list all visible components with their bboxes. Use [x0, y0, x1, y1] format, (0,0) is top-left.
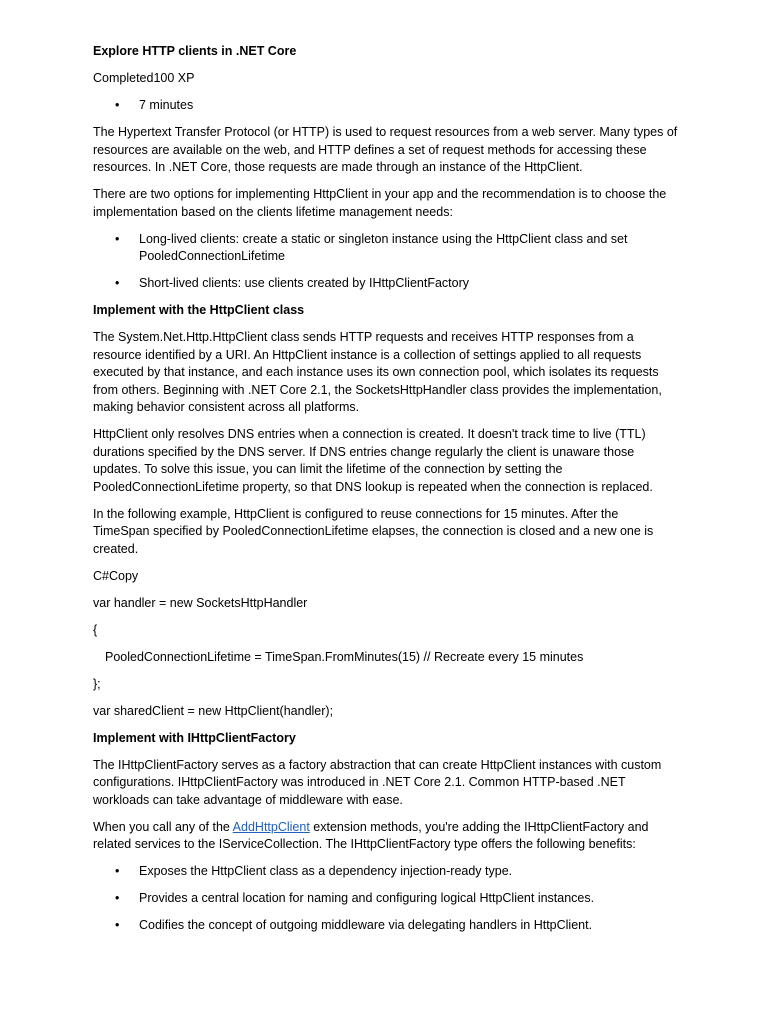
httpclient-paragraph-2: HttpClient only resolves DNS entries when a connection is created. It doesn't track time to live (TTL) durations specified by the DNS server. If DNS entries change regularly the client is unaware those updates. To solve this issue, you can limit the lifetime of the connection by setting the PooledConnectionLifetime property, so that DNS lookup is repeated when the connection is replaced.	[93, 427, 653, 494]
benefit-item: • Provides a central location for naming and configuring logical HttpClient instances.	[93, 890, 678, 908]
duration-item: • 7 minutes	[93, 97, 678, 115]
httpclient-paragraph-1: The System.Net.Http.HttpClient class sends HTTP requests and receives HTTP responses from a resource identified by a URI. An HttpClient instance is a collection of settings applied to all requests executed by that instance, and each instance uses its own connection pool, which isolates its requests from others. Beginning with .NET Core 2.1, the SocketsHttpHandler class provides the implementation, making behavior consistent across all platforms.	[93, 330, 662, 414]
factory-paragraph-2-lead: When you call any of the	[93, 819, 233, 834]
httpclient-paragraph-3: In the following example, HttpClient is configured to reuse connections for 15 minutes. After the TimeSpan specified by PooledConnectionLifetime elapses, the connection is closed and a new one is created.	[93, 506, 654, 556]
benefits-list	[93, 863, 678, 935]
section-heading-httpclient: Implement with the HttpClient class	[93, 303, 305, 317]
factory-paragraph-2	[93, 819, 678, 854]
code-line-2: {	[93, 622, 98, 637]
intro-paragraph-2: There are two options for implementing HttpClient in your app and the recommendation is to choose the implementation based on the clients lifetime management needs:	[93, 187, 667, 219]
completion-status: Completed100 XP	[93, 71, 195, 85]
options-list	[93, 231, 678, 293]
code-line-4: };	[93, 676, 101, 691]
code-line-1: var handler = new SocketsHttpHandler	[93, 595, 308, 610]
code-line-5: var sharedClient = new HttpClient(handler);	[93, 703, 334, 718]
meta-list	[93, 97, 678, 115]
option-item-long-lived: • Long-lived clients: create a static or singleton instance using the HttpClient class and set PooledConnectionLifetime	[93, 231, 678, 266]
section-heading-factory: Implement with IHttpClientFactory	[93, 730, 296, 745]
addhttpclient-link[interactable]: AddHttpClient	[232, 819, 310, 834]
intro-paragraph-1: The Hypertext Transfer Protocol (or HTTP) is used to request resources from a web server. Many types of resources are available on the web, and HTTP defines a set of request methods for accessing these resources. In .NET Core, those requests are made through an instance of the HttpClient.	[93, 125, 678, 174]
factory-paragraph-2-tail: extension methods, you're adding the IHttpClientFactory and related services to the IServiceCollection. The IHttpClientFactory type offers the following benefits:	[93, 819, 649, 851]
benefit-item: • Exposes the HttpClient class as a dependency injection-ready type.	[93, 863, 678, 881]
benefit-item: • Codifies the concept of outgoing middleware via delegating handlers in HttpClient.	[93, 917, 678, 935]
code-language-label[interactable]: C#Copy	[93, 568, 139, 583]
page-title: Explore HTTP clients in .NET Core	[93, 44, 297, 58]
code-line-3: PooledConnectionLifetime = TimeSpan.FromMinutes(15) // Recreate every 15 minutes	[105, 649, 584, 664]
option-item-short-lived: • Short-lived clients: use clients created by IHttpClientFactory	[93, 275, 678, 293]
factory-paragraph-1: The IHttpClientFactory serves as a factory abstraction that can create HttpClient instances with custom configurations. IHttpClientFactory was introduced in .NET Core 2.1. Common HTTP-based .NET workloads can take advantage of middleware with ease.	[93, 757, 662, 807]
